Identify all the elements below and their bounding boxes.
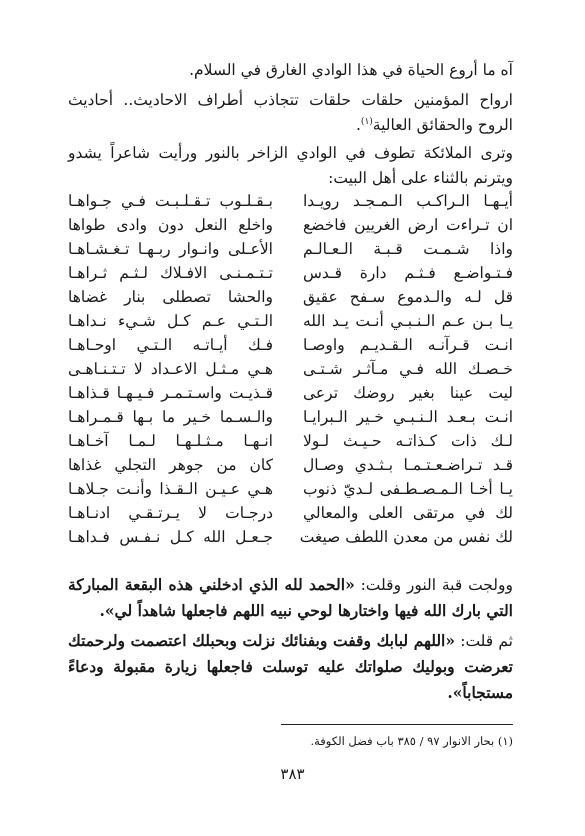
footnote-marker: (١) [360,116,373,127]
verse-first-hemistich: أيـهـا الـراكـب الـمـجـد رويـدا [303,192,513,210]
poem-verse [68,261,513,285]
poem-verse [68,237,513,261]
poem-verse [68,477,513,501]
paragraph-entering-dome-lead: وولجت قبة النور وقلت: [354,576,513,594]
verse-second-hemistich: بـقـلـوب تـقـلـبـت فـي جـواهـا [68,192,273,210]
poem [68,189,513,549]
verse-second-hemistich: فـك أيـاتـه الـتـي اوحـاهـا [68,336,273,354]
verse-first-hemistich: قل لـه والـدموع سـفح عقيق [303,288,513,306]
paragraph-entering-dome-prayer: «الحمد لله الذي ادخلني هذه البقعة المباركة التي بارك الله فيها واختارها لوحي نبيه اللهم فاجعلها شاهداً لي». [68,575,513,620]
verse-second-hemistich: والـسـما خـير ما بـها قـمـراهـا [68,408,273,426]
verse-first-hemistich: لك نفس من معدن اللطف صيغت [299,528,513,546]
poem-verse [68,333,513,357]
verse-second-hemistich: انـهـا مـثـلـهـا لـمـا آخـاهـا [68,432,273,450]
verse-first-hemistich: يـا أخـا الـمـصـطـفى لـديّ ذنوب [303,480,513,498]
verse-second-hemistich: كان من جوهر التجلي غذاها [68,456,273,474]
verse-second-hemistich: جـعـل الله كـل نـفـس فـداهـا [68,528,273,546]
poem-verse [68,309,513,333]
verse-first-hemistich: انـت بـعـد الـنـبـي خـير الـبرايـا [303,408,513,426]
poem-verse [68,501,513,525]
verse-second-hemistich: تـتـمـنـى الافـلاك لـثـم ثـراهـا [68,264,273,282]
paragraph-supplication-lead: ثم قلت: [455,632,513,650]
paragraph-supplication [68,628,513,706]
paragraph-entering-dome [68,572,513,624]
verse-first-hemistich: يـا بـن عـم الـنـبـي أنـت يـد الله [303,312,513,330]
paragraph-angels: وترى الملائكة تطوف في الوادي الزاخر بالنور ورأيت شاعراً يشدو ويترنم بالثناء على أهل البيت: [68,144,513,187]
verse-first-hemistich: ليت عينا بغير روضك ترعى [303,384,513,402]
footnote: (١) بحار الانوار ٩٧ / ٣٨٥ باب فضل الكوفة. [310,734,513,748]
verse-second-hemistich: واخلع النعل دون وادى طواها [68,216,273,234]
verse-first-hemistich: فـتـواضـع فـثـم دارة قـدس [303,264,513,282]
verse-second-hemistich: درجـات لا يـرتـقـي ادنـاهـا [68,504,273,522]
poem-verse [68,525,513,549]
verse-second-hemistich: هـي مـثـل الاعـداد لا تـتـنـاهـى [68,360,273,378]
verse-first-hemistich: ان تـراءت ارض الغريين فاخضع [303,216,513,234]
verse-second-hemistich: هـي عـيـن الـقـذا وأنـت جـلاهـا [68,480,273,498]
paragraph-souls: ارواح المؤمنين حلقات حلقات تتجاذب أطراف الاحاديث.. أحاديث الروح والحقائق العالية$^{(١)}$. [68,91,513,134]
poem-verse [68,357,513,381]
verse-first-hemistich: واذا شـمـت قـبـة الـعـالـم [303,240,513,258]
verse-second-hemistich: قـذيـت واسـتـمـر فـيـهـا قـذاهـا [68,384,273,402]
verse-second-hemistich: الـتـي عـم كـل شـيء نـداهـا [68,312,273,330]
poem-verse [68,405,513,429]
verse-first-hemistich: لـك ذات كـذاتـه حـيـث لـولا [303,432,513,450]
paragraph-supplication-prayer: «اللهم لبابك وقفت وبفنائك نزلت وبحبلك اعتصمت ولرحمتك تعرضت وبوليك صلواتك عليه توسلت فاجعلها زيارة مقبولة ودعاءً مستجاباً». [68,631,513,702]
page-number: ٣٨٣ [280,765,305,783]
poem-verse [68,381,513,405]
poem-verse [68,213,513,237]
verse-first-hemistich: خـصـك الله فـي مـآثـر شـتـى [303,360,513,378]
verse-first-hemistich: لك في مرتقى العلى والمعالي [303,504,513,522]
verse-first-hemistich: انـت قـرآنـه الـقـديـم واوصـا [303,336,513,354]
poem-verse [68,189,513,213]
verse-second-hemistich: والحشا تصطلى بنار غضاها [68,288,273,306]
verse-second-hemistich: الأعـلى وانـوار ربـهـا تـغـشـاهـا [68,240,273,258]
poem-verse [68,429,513,453]
paragraph-intro: آه ما أروع الحياة في هذا الوادي الغارق في السلام. [189,61,513,79]
poem-verse [68,285,513,309]
verse-first-hemistich: قـد تـراضـعـتـمـا بـثـدي وصـال [303,456,513,474]
footnote-divider [281,724,513,725]
poem-verse [68,453,513,477]
paragraph-souls-text: ارواح المؤمنين حلقات حلقات تتجاذب أطراف الاحاديث.. أحاديث الروح والحقائق العالية [68,91,513,134]
